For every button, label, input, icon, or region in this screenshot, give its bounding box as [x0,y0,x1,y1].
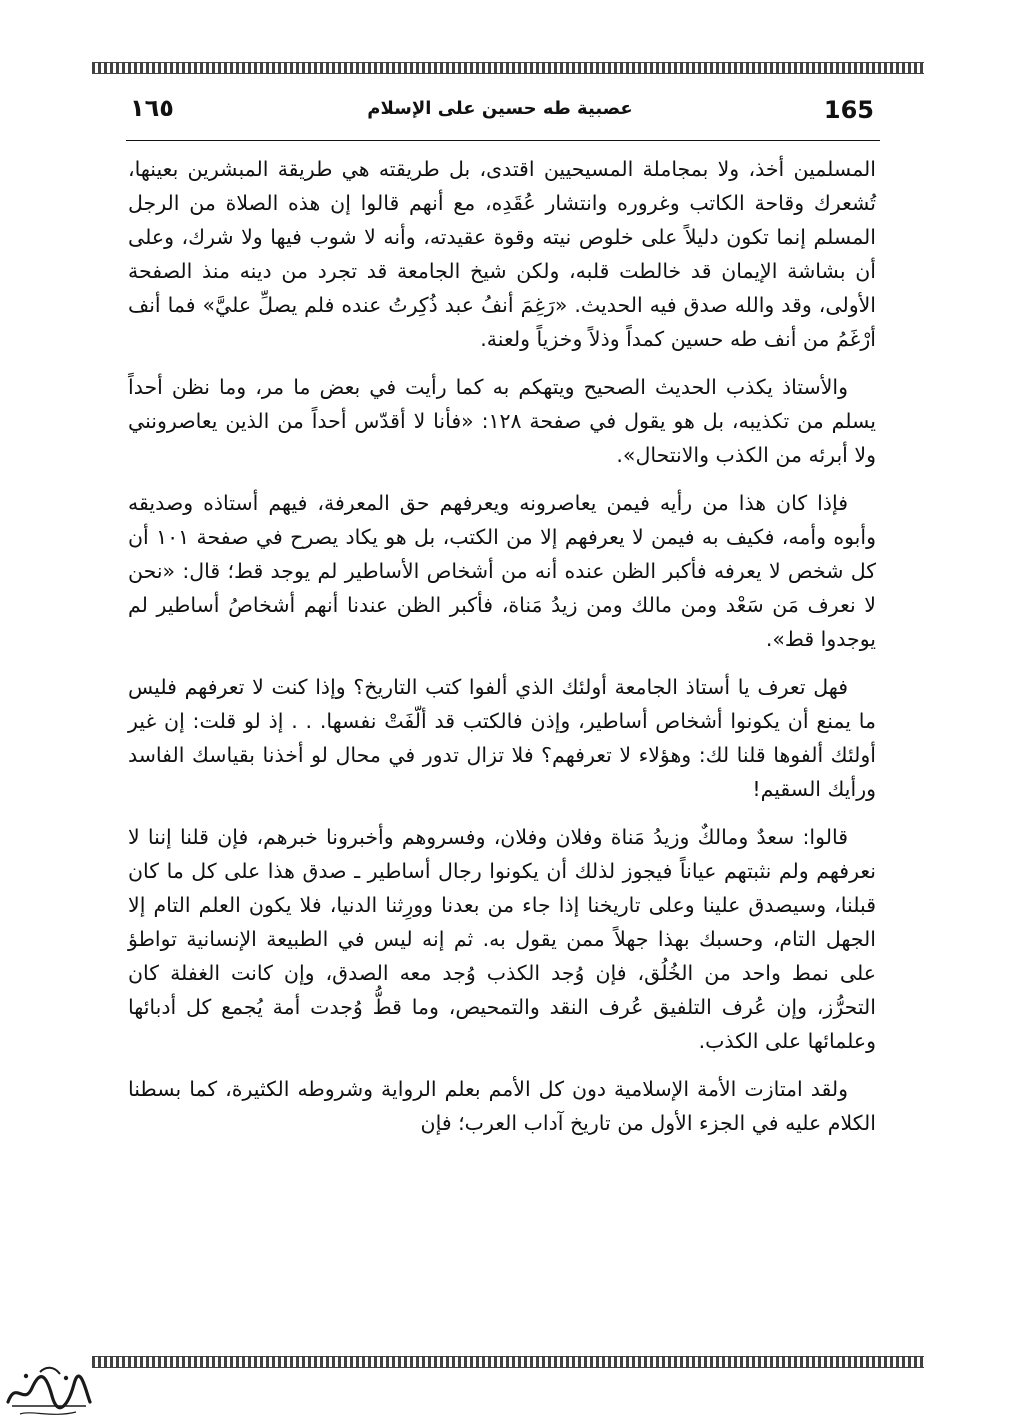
page-number-latin: 165 [823,96,874,124]
paragraph: قالوا: سعدٌ ومالكٌ وزيدُ مَناة وفلان وفلان، وفسروهم وأخبرونا خبرهم، فإن قلنا إننا لا نعرفهم ولم نثبتهم عياناً فيجوز لذلك أن يكونوا رجال أساطير ـ صدق هذا على كل ما كان قبلنا، وسيصدق علينا وعلى تاريخنا إذا جاء من بعدنا وورِثنا الدنيا، فلا يكون العلم التام إلا الجهل التام، وحسبك بهذا جهلاً ممن يقول به. ثم إنه ليس في الطبيعة الإنسانية تواطؤ على نمط واحد من الخُلُق، فإن وُجد الكذب وُجد معه الصدق، وإن كانت الغفلة كان التحرُّز، وإن عُرف التلفيق عُرف النقد والتمحيص، وما قطُّ وُجدت أمة يُجمع كل أدبائها وعلمائها على الكذب. [128,825,876,1053]
paragraph: ولقد امتازت الأمة الإسلامية دون كل الأمم بعلم الرواية وشروطه الكثيرة، كما بسطنا الكلام عليه في الجزء الأول من تاريخ آداب العرب؛ فإن [128,1077,876,1135]
paragraph: المسلمين أخذ، ولا بمجاملة المسيحيين اقتدى، بل طريقته هي طريقة المبشرين بعينها، تُشعرك وقاحة الكاتب وغروره وانتشار عُقَدِه، مع أنهم قالوا إن هذه الصلاة من الرجل المسلم إنما تكون دليلاً على خلوص نيته وقوة عقيدته، وأنه لا شوب فيها ولا شرك، وعلى أن بشاشة الإيمان قد خالطت قلبه، ولكن شيخ الجامعة قد تجرد من دينه منذ الصفحة الأولى، وقد والله صدق فيه الحديث. «رَغِمَ أنفُ عبد ذُكِرتُ عنده فلم يصلِّ عليَّ» فما أنف أرْغَمُ من أنف طه حسين كمداً وذلاً وخزياً ولعنة. [128,157,876,351]
book-title: عصبية طه حسين على الإسلام [367,98,633,119]
running-header [120,94,880,134]
paragraph: فهل تعرف يا أستاذ الجامعة أولئك الذي ألفوا كتب التاريخ؟ وإذا كنت لا تعرفهم فليس ما يمنع أن يكونوا أشخاص أساطير، وإذن فالكتب قد ألّفَتْ نفسها. . . إذ لو قلت: إن غير أولئك ألفوها قلنا لك: وهؤلاء لا تعرفهم؟ فلا تزال تدور في محال لو أخذنا بقياسك الفاسد ورأيك السقيم! [128,675,876,801]
body-text [128,152,876,1154]
paragraph: فإذا كان هذا من رأيه فيمن يعاصرونه ويعرفهم حق المعرفة، فيهم أستاذه وصديقه وأبوه وأمه، فكيف به فيمن لا يعرفهم إلا من الكتب، بل هو يكاد يصرح في صفحة ١٠١ أن كل شخص لا يعرفه فأكبر الظن عنده أنه من أشخاص الأساطير لم يوجد قط؛ قال: «نحن لا نعرف مَن سَعْد ومن مالك ومن زيدُ مَناة، فأكبر الظن عندنا أنهم أشخاصُ أساطير لم يوجدوا قط». [128,491,876,651]
top-ornamental-border [92,62,924,74]
watermark-logo [2,1362,94,1420]
bottom-ornamental-border [92,1356,924,1368]
page-number-arabic: ١٦٥ [130,94,174,122]
header-rule [126,140,880,141]
paragraph: والأستاذ يكذب الحديث الصحيح ويتهكم به كما رأيت في بعض ما مر، وما نظن أحداً يسلم من تكذيبه، بل هو يقول في صفحة ١٢٨: «فأنا لا أقدّس أحداً من الذين يعاصرونني ولا أبرئه من الكذب والانتحال». [128,375,876,467]
